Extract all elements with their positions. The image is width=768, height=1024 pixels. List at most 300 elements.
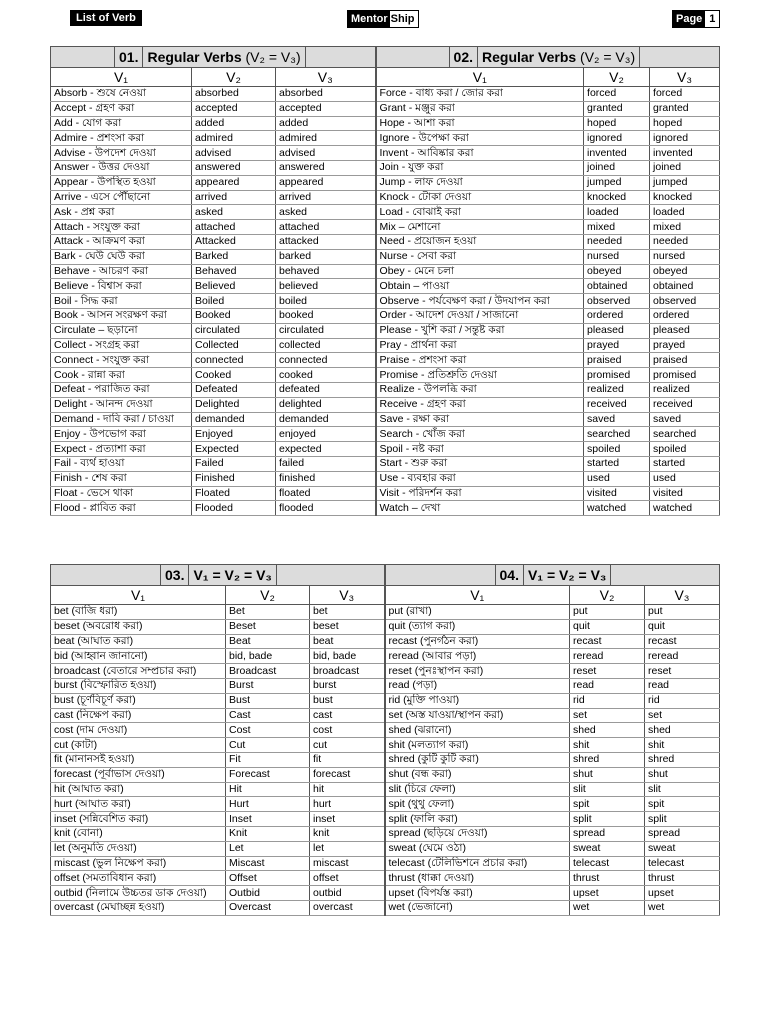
verb-v3-cell: overcast xyxy=(310,900,385,915)
verb-v1-cell: Hope - আশা করা xyxy=(376,116,584,131)
verb-v1-cell: put (রাখা) xyxy=(385,605,570,620)
verb-v3-cell: attacked xyxy=(276,234,376,249)
table-row xyxy=(51,723,720,738)
verb-v3-cell: shut xyxy=(645,767,720,782)
verb-v1-cell: Demand - দাবি করা / চাওয়া xyxy=(51,412,192,427)
verb-v3-cell: spread xyxy=(645,826,720,841)
verb-v3-cell: cast xyxy=(310,708,385,723)
section-rule: (V₂ = V₃) xyxy=(245,49,301,65)
table-row xyxy=(51,249,720,264)
verb-v2-cell: split xyxy=(570,812,645,827)
verb-v3-cell: accepted xyxy=(276,101,376,116)
table-row xyxy=(51,382,720,397)
verb-v1-cell: Collect - সংগ্রহ করা xyxy=(51,338,192,353)
section-title xyxy=(143,47,305,67)
verb-v2-cell: Beat xyxy=(226,634,310,649)
brand-part1: Mentor xyxy=(348,11,390,27)
page-number: 1 xyxy=(705,11,719,27)
verb-v3-cell: visited xyxy=(650,486,720,501)
verb-v1-cell: Attack - আক্রমণ করা xyxy=(51,234,192,249)
verb-v2-cell: observed xyxy=(584,294,650,309)
verb-v3-cell: connected xyxy=(276,353,376,368)
table-row xyxy=(51,397,720,412)
section-03-header xyxy=(51,565,385,586)
verb-v1-cell: Flood - প্লাবিত করা xyxy=(51,501,192,516)
verb-v3-cell: obtained xyxy=(650,279,720,294)
verb-v3-cell: attached xyxy=(276,220,376,235)
verb-v1-cell: Enjoy - উপভোগ করা xyxy=(51,427,192,442)
verb-v2-cell: wet xyxy=(570,900,645,915)
verb-v2-cell: Behaved xyxy=(192,264,276,279)
verb-v2-cell: Cut xyxy=(226,738,310,753)
verb-v3-cell: outbid xyxy=(310,886,385,901)
brand-part2: Ship xyxy=(390,11,418,27)
verb-v2-cell: shut xyxy=(570,767,645,782)
verb-v3-cell: telecast xyxy=(645,856,720,871)
verb-v2-cell: circulated xyxy=(192,323,276,338)
section-number: 01. xyxy=(114,47,143,67)
table-row xyxy=(51,501,720,516)
table-row xyxy=(51,693,720,708)
section-number: 03. xyxy=(160,565,189,585)
verb-v1-cell: Pray - প্রার্থনা করা xyxy=(376,338,584,353)
verb-v1-cell: Grant - মঞ্জুর করা xyxy=(376,101,584,116)
column-header-row xyxy=(51,68,720,87)
col-v1: V₁ xyxy=(376,68,584,87)
verb-v2-cell: used xyxy=(584,471,650,486)
page-header xyxy=(0,10,768,28)
verb-v2-cell: Enjoyed xyxy=(192,427,276,442)
table-row xyxy=(51,412,720,427)
table-row xyxy=(51,308,720,323)
verb-v1-cell: Visit - পরিদর্শন করা xyxy=(376,486,584,501)
verb-v1-cell: bust (চূর্ণবিচূর্ণ করা) xyxy=(51,693,226,708)
col-v1: V₁ xyxy=(385,586,570,605)
verb-v3-cell: obeyed xyxy=(650,264,720,279)
verb-v2-cell: Bet xyxy=(226,605,310,620)
verb-v2-cell: asked xyxy=(192,205,276,220)
verb-v1-cell: offset (সমতাবিধান করা) xyxy=(51,871,226,886)
table-row xyxy=(51,486,720,501)
verb-v2-cell: slit xyxy=(570,782,645,797)
verb-v2-cell: advised xyxy=(192,146,276,161)
col-v3: V₃ xyxy=(645,586,720,605)
verb-v3-cell: broadcast xyxy=(310,664,385,679)
verb-v3-cell: asked xyxy=(276,205,376,220)
table-row xyxy=(51,752,720,767)
verb-v1-cell: read (পড়া) xyxy=(385,678,570,693)
verb-v1-cell: Obtain – পাওয়া xyxy=(376,279,584,294)
verb-v2-cell: Inset xyxy=(226,812,310,827)
verb-v2-cell: promised xyxy=(584,368,650,383)
verb-v2-cell: invented xyxy=(584,146,650,161)
table-row xyxy=(51,87,720,102)
verb-v2-cell: attached xyxy=(192,220,276,235)
table-row xyxy=(51,427,720,442)
verb-v3-cell: believed xyxy=(276,279,376,294)
verb-v3-cell: needed xyxy=(650,234,720,249)
brand-logo xyxy=(347,10,419,28)
verb-v1-cell: miscast (ভুল নিক্ষেপ করা) xyxy=(51,856,226,871)
verb-v3-cell: saved xyxy=(650,412,720,427)
regular-verbs-table xyxy=(50,46,720,516)
verb-v2-cell: Broadcast xyxy=(226,664,310,679)
verb-v1-cell: thrust (ধাক্কা দেওয়া) xyxy=(385,871,570,886)
section-title: V₁ = V₂ = V₃ xyxy=(524,565,611,585)
verb-v1-cell: let (অনুমতি দেওয়া) xyxy=(51,841,226,856)
verb-v1-cell: wet (ভেজানো) xyxy=(385,900,570,915)
verb-v1-cell: Start - শুরু করা xyxy=(376,456,584,471)
table-row xyxy=(51,456,720,471)
verb-v2-cell: put xyxy=(570,605,645,620)
page-number-box xyxy=(672,10,720,28)
verb-v3-cell: reread xyxy=(645,649,720,664)
verb-v3-cell: enjoyed xyxy=(276,427,376,442)
verb-v2-cell: arrived xyxy=(192,190,276,205)
verb-v1-cell: Circulate – ছড়ানো xyxy=(51,323,192,338)
verb-v2-cell: Let xyxy=(226,841,310,856)
verb-v1-cell: Knock - টোকা দেওয়া xyxy=(376,190,584,205)
verb-v1-cell: Accept - গ্রহণ করা xyxy=(51,101,192,116)
verb-v1-cell: Load - বোঝাই করা xyxy=(376,205,584,220)
verb-v1-cell: outbid (নিলামে উচ্চতর ডাক দেওয়া) xyxy=(51,886,226,901)
verb-v3-cell: watched xyxy=(650,501,720,516)
verb-v3-cell: received xyxy=(650,397,720,412)
verb-v2-cell: Expected xyxy=(192,442,276,457)
verb-v3-cell: hurt xyxy=(310,797,385,812)
verb-v1-cell: upset (বিপর্যস্ত করা) xyxy=(385,886,570,901)
verb-v3-cell: beset xyxy=(310,619,385,634)
verb-v2-cell: telecast xyxy=(570,856,645,871)
verb-v1-cell: Please - খুশি করা / সন্তুষ্ট করা xyxy=(376,323,584,338)
table-row xyxy=(51,856,720,871)
verb-v2-cell: Overcast xyxy=(226,900,310,915)
col-v2: V₂ xyxy=(226,586,310,605)
verb-v1-cell: beat (আঘাত করা) xyxy=(51,634,226,649)
verb-v1-cell: Invent - আবিষ্কার করা xyxy=(376,146,584,161)
verb-v2-cell: obeyed xyxy=(584,264,650,279)
verb-v2-cell: reread xyxy=(570,649,645,664)
verb-v3-cell: started xyxy=(650,456,720,471)
verb-v3-cell: granted xyxy=(650,101,720,116)
verb-v2-cell: Boiled xyxy=(192,294,276,309)
verb-v3-cell: shred xyxy=(645,752,720,767)
verb-v3-cell: invented xyxy=(650,146,720,161)
verb-v3-cell: hoped xyxy=(650,116,720,131)
verb-v3-cell: demanded xyxy=(276,412,376,427)
table-row xyxy=(51,841,720,856)
verb-v3-cell: searched xyxy=(650,427,720,442)
verb-v2-cell: Knit xyxy=(226,826,310,841)
verb-v2-cell: Booked xyxy=(192,308,276,323)
verb-v1-cell: Ask - প্রশ্ন করা xyxy=(51,205,192,220)
verb-v2-cell: shred xyxy=(570,752,645,767)
verb-v1-cell: Attach - সংযুক্ত করা xyxy=(51,220,192,235)
verb-v1-cell: Boil - সিদ্ধ করা xyxy=(51,294,192,309)
verb-v2-cell: mixed xyxy=(584,220,650,235)
verb-v1-cell: Fail - ব্যর্থ হাওয়া xyxy=(51,456,192,471)
verb-v2-cell: Cooked xyxy=(192,368,276,383)
verb-v2-cell: started xyxy=(584,456,650,471)
verb-v1-cell: set (অস্ত যাওয়া/স্থাপন করা) xyxy=(385,708,570,723)
verb-v1-cell: cut (কাটা) xyxy=(51,738,226,753)
verb-v3-cell: appeared xyxy=(276,175,376,190)
verb-v2-cell: recast xyxy=(570,634,645,649)
verb-v1-cell: telecast (টেলিভিশনে প্রচার করা) xyxy=(385,856,570,871)
col-v2: V₂ xyxy=(192,68,276,87)
section-rule: (V₂ = V₃) xyxy=(580,49,636,65)
verb-v3-cell: delighted xyxy=(276,397,376,412)
verb-v2-cell: visited xyxy=(584,486,650,501)
verb-v1-cell: Add - যোগ করা xyxy=(51,116,192,131)
verb-v1-cell: Mix – মেশানো xyxy=(376,220,584,235)
verb-v3-cell: advised xyxy=(276,146,376,161)
verb-v1-cell: Search - খোঁজ করা xyxy=(376,427,584,442)
section-header-row xyxy=(51,47,720,68)
verb-v3-cell: jumped xyxy=(650,175,720,190)
section-number: 04. xyxy=(495,565,524,585)
table-row xyxy=(51,471,720,486)
table-row xyxy=(51,116,720,131)
col-v1: V₁ xyxy=(51,586,226,605)
verb-v3-cell: barked xyxy=(276,249,376,264)
table-row xyxy=(51,368,720,383)
verb-v2-cell: spit xyxy=(570,797,645,812)
verb-v1-cell: beset (অবরোধ করা) xyxy=(51,619,226,634)
verb-v1-cell: Float - ভেসে থাকা xyxy=(51,486,192,501)
verb-v3-cell: booked xyxy=(276,308,376,323)
verb-v2-cell: appeared xyxy=(192,175,276,190)
section-header-row xyxy=(51,565,720,586)
table-row xyxy=(51,294,720,309)
table-row xyxy=(51,649,720,664)
verb-v2-cell: ignored xyxy=(584,131,650,146)
verb-v3-cell: realized xyxy=(650,382,720,397)
section-title-text: Regular Verbs xyxy=(482,49,577,65)
verb-v1-cell: shit (মলত্যাগ করা) xyxy=(385,738,570,753)
verb-v2-cell: Outbid xyxy=(226,886,310,901)
verb-v2-cell: bid, bade xyxy=(226,649,310,664)
verb-v3-cell: pleased xyxy=(650,323,720,338)
verb-v1-cell: Believe - বিশ্বাস করা xyxy=(51,279,192,294)
verb-v1-cell: Save - রক্ষা করা xyxy=(376,412,584,427)
verb-v3-cell: nursed xyxy=(650,249,720,264)
verb-v2-cell: Fit xyxy=(226,752,310,767)
table-row xyxy=(51,664,720,679)
verb-v3-cell: sweat xyxy=(645,841,720,856)
verb-v1-cell: Observe - পর্যবেক্ষণ করা / উদযাপন করা xyxy=(376,294,584,309)
section-title-text: Regular Verbs xyxy=(147,49,242,65)
verb-v1-cell: shed (ঝরানো) xyxy=(385,723,570,738)
verb-v1-cell: spit (থুথু ফেলা) xyxy=(385,797,570,812)
verb-v1-cell: rid (মুক্তি পাওয়া) xyxy=(385,693,570,708)
verb-v2-cell: granted xyxy=(584,101,650,116)
verb-v2-cell: absorbed xyxy=(192,87,276,102)
same-form-verbs-table xyxy=(50,564,720,916)
col-v2: V₂ xyxy=(570,586,645,605)
verb-v3-cell: mixed xyxy=(650,220,720,235)
verb-v1-cell: Delight - আনন্দ দেওয়া xyxy=(51,397,192,412)
verb-v3-cell: observed xyxy=(650,294,720,309)
verb-v1-cell: Join - যুক্ত করা xyxy=(376,160,584,175)
verb-v1-cell: Praise - প্রশংসা করা xyxy=(376,353,584,368)
table-row xyxy=(51,131,720,146)
verb-v3-cell: knocked xyxy=(650,190,720,205)
verb-v2-cell: forced xyxy=(584,87,650,102)
table-row xyxy=(51,826,720,841)
table-row xyxy=(51,264,720,279)
table-row xyxy=(51,234,720,249)
verb-v3-cell: offset xyxy=(310,871,385,886)
table-row xyxy=(51,767,720,782)
verb-v3-cell: shed xyxy=(645,723,720,738)
table-row xyxy=(51,678,720,693)
verb-v3-cell: bust xyxy=(310,693,385,708)
table-row xyxy=(51,442,720,457)
verb-v1-cell: Receive - গ্রহণ করা xyxy=(376,397,584,412)
table-row xyxy=(51,797,720,812)
section-number: 02. xyxy=(449,47,478,67)
verb-v1-cell: Order - আদেশ দেওয়া / সাজানো xyxy=(376,308,584,323)
verb-v2-cell: saved xyxy=(584,412,650,427)
verb-v2-cell: Cast xyxy=(226,708,310,723)
verb-v2-cell: Floated xyxy=(192,486,276,501)
verb-v3-cell: inset xyxy=(310,812,385,827)
verb-v2-cell: searched xyxy=(584,427,650,442)
verb-v1-cell: Jump - লাফ দেওয়া xyxy=(376,175,584,190)
verb-v3-cell: recast xyxy=(645,634,720,649)
verb-v1-cell: Expect - প্রত্যাশা করা xyxy=(51,442,192,457)
table-row xyxy=(51,338,720,353)
verb-v3-cell: slit xyxy=(645,782,720,797)
verb-v2-cell: Hit xyxy=(226,782,310,797)
verb-v3-cell: knit xyxy=(310,826,385,841)
verb-v3-cell: spit xyxy=(645,797,720,812)
verb-v3-cell: quit xyxy=(645,619,720,634)
verb-v2-cell: Defeated xyxy=(192,382,276,397)
verb-v3-cell: burst xyxy=(310,678,385,693)
verb-v3-cell: behaved xyxy=(276,264,376,279)
verb-v3-cell: loaded xyxy=(650,205,720,220)
verb-v2-cell: nursed xyxy=(584,249,650,264)
verb-v1-cell: reread (আবার পড়া) xyxy=(385,649,570,664)
verb-v3-cell: beat xyxy=(310,634,385,649)
table-row xyxy=(51,708,720,723)
page-label: Page xyxy=(673,11,705,27)
verb-v1-cell: Book - আসন সংরক্ষণ করা xyxy=(51,308,192,323)
verb-v2-cell: Barked xyxy=(192,249,276,264)
verb-v2-cell: read xyxy=(570,678,645,693)
verb-v3-cell: arrived xyxy=(276,190,376,205)
verb-v3-cell: promised xyxy=(650,368,720,383)
verb-v1-cell: Appear - উপস্থিত হওয়া xyxy=(51,175,192,190)
verb-v3-cell: defeated xyxy=(276,382,376,397)
table-row xyxy=(51,871,720,886)
verb-v3-cell: collected xyxy=(276,338,376,353)
verb-v1-cell: Finish - শেষ করা xyxy=(51,471,192,486)
verb-v1-cell: forecast (পূর্বাভাস দেওয়া) xyxy=(51,767,226,782)
col-v1: V₁ xyxy=(51,68,192,87)
verb-v2-cell: prayed xyxy=(584,338,650,353)
verb-v1-cell: Behave - আচরণ করা xyxy=(51,264,192,279)
verb-v2-cell: loaded xyxy=(584,205,650,220)
verb-v1-cell: Advise - উপদেশ দেওয়া xyxy=(51,146,192,161)
verb-v2-cell: connected xyxy=(192,353,276,368)
verb-v2-cell: spoiled xyxy=(584,442,650,457)
verb-v1-cell: Arrive - এসে পৌঁছানো xyxy=(51,190,192,205)
verb-v1-cell: spread (ছড়িয়ে দেওয়া) xyxy=(385,826,570,841)
verb-v1-cell: hit (আঘাত করা) xyxy=(51,782,226,797)
verb-v2-cell: Miscast xyxy=(226,856,310,871)
verb-v2-cell: Failed xyxy=(192,456,276,471)
verb-v3-cell: praised xyxy=(650,353,720,368)
verb-v3-cell: cost xyxy=(310,723,385,738)
verb-v3-cell: forced xyxy=(650,87,720,102)
verb-v3-cell: set xyxy=(645,708,720,723)
verb-v2-cell: quit xyxy=(570,619,645,634)
verb-v2-cell: answered xyxy=(192,160,276,175)
verb-v1-cell: Ignore - উপেক্ষা করা xyxy=(376,131,584,146)
verb-v3-cell: forecast xyxy=(310,767,385,782)
verb-v3-cell: reset xyxy=(645,664,720,679)
list-of-verb-tag: List of Verb xyxy=(70,10,142,26)
verb-v3-cell: used xyxy=(650,471,720,486)
verb-v2-cell: upset xyxy=(570,886,645,901)
verb-v1-cell: Realize - উপলব্ধি করা xyxy=(376,382,584,397)
verb-v3-cell: read xyxy=(645,678,720,693)
verb-v1-cell: bid (আহ্বান জানানো) xyxy=(51,649,226,664)
col-v2: V₂ xyxy=(584,68,650,87)
verb-v3-cell: added xyxy=(276,116,376,131)
verb-v3-cell: rid xyxy=(645,693,720,708)
verb-v1-cell: shred (কুটি কুটি করা) xyxy=(385,752,570,767)
table-row xyxy=(51,323,720,338)
verb-v3-cell: answered xyxy=(276,160,376,175)
verb-v1-cell: broadcast (বেতারে সম্প্রচার করা) xyxy=(51,664,226,679)
verb-v3-cell: expected xyxy=(276,442,376,457)
verb-v3-cell: shit xyxy=(645,738,720,753)
verb-v3-cell: wet xyxy=(645,900,720,915)
verb-v3-cell: split xyxy=(645,812,720,827)
verb-v1-cell: Use - ব্যবহার করা xyxy=(376,471,584,486)
verb-v1-cell: slit (চিরে ফেলা) xyxy=(385,782,570,797)
col-v3: V₃ xyxy=(276,68,376,87)
verb-v3-cell: fit xyxy=(310,752,385,767)
verb-v1-cell: bet (বাজি ধরা) xyxy=(51,605,226,620)
verb-v1-cell: Absorb - শুষে নেওয়া xyxy=(51,87,192,102)
verb-v2-cell: Attacked xyxy=(192,234,276,249)
table-row xyxy=(51,205,720,220)
verb-v1-cell: inset (সন্নিবেশিত করা) xyxy=(51,812,226,827)
verb-v1-cell: Obey - মেনে চলা xyxy=(376,264,584,279)
table-row xyxy=(51,634,720,649)
table-row xyxy=(51,101,720,116)
verb-v1-cell: hurt (আঘাত করা) xyxy=(51,797,226,812)
table-row xyxy=(51,220,720,235)
verb-v1-cell: knit (বোনা) xyxy=(51,826,226,841)
column-header-row xyxy=(51,586,720,605)
verb-v2-cell: praised xyxy=(584,353,650,368)
verb-v1-cell: burst (বিস্ফোরিত হওয়া) xyxy=(51,678,226,693)
table-row xyxy=(51,900,720,915)
verb-v3-cell: ordered xyxy=(650,308,720,323)
verb-v2-cell: thrust xyxy=(570,871,645,886)
table-row xyxy=(51,738,720,753)
verb-v1-cell: Defeat - পরাজিত করা xyxy=(51,382,192,397)
verb-v1-cell: Admire - প্রশংসা করা xyxy=(51,131,192,146)
verb-v2-cell: sweat xyxy=(570,841,645,856)
verb-v1-cell: cost (দাম দেওয়া) xyxy=(51,723,226,738)
